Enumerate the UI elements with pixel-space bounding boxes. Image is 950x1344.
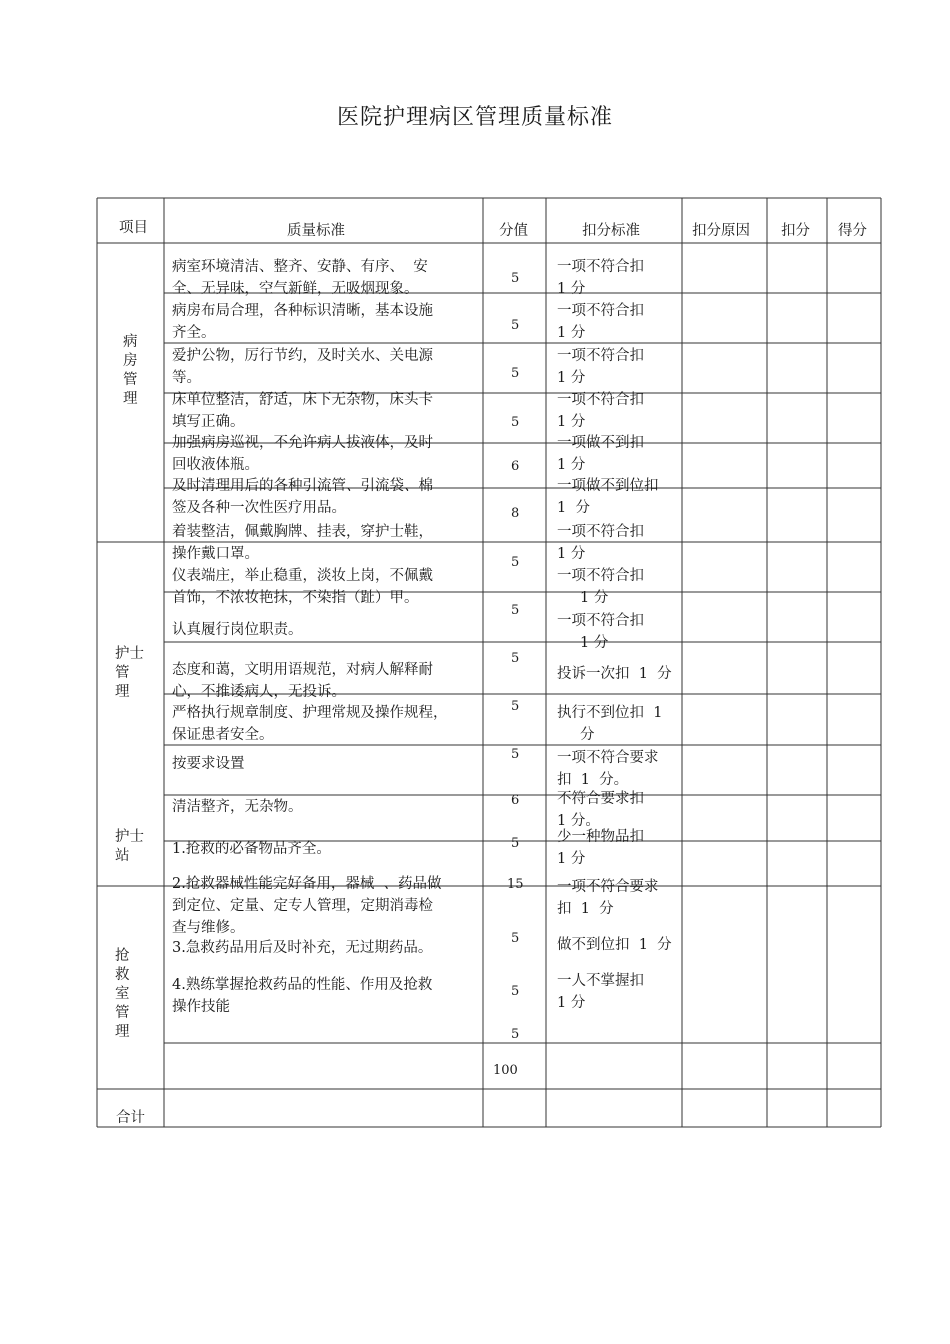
score-3: 5 (511, 366, 520, 381)
score-5: 6 (511, 459, 520, 474)
deduction-2: 一项不符合扣 1 分 (557, 303, 644, 341)
standard-9: 认真履行岗位职责。 (172, 622, 303, 638)
deduction-16: 做不到位扣 1 分 (557, 937, 672, 953)
deduction-12: 一项不符合要求 扣 1 分。 (557, 750, 659, 788)
score-15: 5 (511, 931, 520, 946)
standard-15: 2.抢救器械性能完好备用，器械 、药品做 到定位、定量、定专人管理，定期消毒检 查与维修。 (172, 876, 442, 936)
standard-12: 按要求设置 (172, 756, 245, 772)
score-1: 5 (511, 271, 520, 286)
standard-6: 及时清理用后的各种引流管、引流袋、棉 签及各种一次性医疗用品。 (172, 478, 433, 516)
score-4: 5 (511, 415, 520, 430)
standard-4: 床单位整洁，舒适，床下无杂物，床头卡 填写正确。 (172, 392, 433, 430)
score-9: 5 (511, 651, 520, 666)
score-8: 5 (511, 603, 520, 618)
score-13: 5 (511, 836, 520, 851)
header-item: 项目 (119, 220, 148, 236)
deduction-11: 执行不到位扣 1 分 (557, 705, 663, 743)
page-title: 医院护理病区管理质量标准 (336, 105, 613, 130)
score-17: 5 (511, 1027, 520, 1042)
header-deduct-reason: 扣分原因 (692, 223, 750, 239)
section-rescue: 抢 救 室 管 理 (115, 948, 130, 1040)
header-deduct: 扣分 (781, 223, 810, 239)
header-deduct-standard: 扣分标准 (582, 223, 640, 239)
deduction-14: 少一种物品扣 1 分 (557, 829, 644, 867)
deduction-9: 一项不符合扣 1 分 (557, 613, 644, 651)
deduction-5: 一项做不到扣 1 分 (557, 435, 644, 473)
deduction-6: 一项做不到位扣 1 分 (557, 478, 659, 516)
score-12: 6 (511, 793, 520, 808)
score-14: 15 (507, 877, 524, 892)
deduction-10: 投诉一次扣 1 分 (557, 666, 672, 682)
section-total: 合计 (116, 1110, 145, 1126)
standard-5: 加强病房巡视，不允许病人拔液体，及时 回收液体瓶。 (172, 435, 433, 473)
deduction-3: 一项不符合扣 1 分 (557, 348, 644, 386)
standard-7: 着装整洁，佩戴胸牌、挂表，穿护士鞋， 操作戴口罩。 (172, 524, 433, 562)
section-ward: 病 房 管 理 (123, 334, 138, 407)
score-11: 5 (511, 747, 520, 762)
section-station: 护士 站 (115, 829, 144, 864)
deduction-1: 一项不符合扣 1 分 (557, 259, 644, 297)
header-score: 分值 (499, 223, 528, 239)
standard-13: 清洁整齐，无杂物。 (172, 799, 303, 815)
section-nurse: 护士 管 理 (115, 646, 144, 700)
standard-16: 3.急救药品用后及时补充，无过期药品。 (172, 940, 433, 956)
score-2: 5 (511, 318, 520, 333)
deduction-7: 一项不符合扣 1 分 (557, 524, 644, 562)
deduction-17: 一人不掌握扣 1 分 (557, 973, 644, 1011)
deduction-8: 一项不符合扣 1 分 (557, 568, 644, 606)
header-got: 得分 (838, 223, 867, 239)
standard-10: 态度和蔼，文明用语规范，对病人解释耐 心，不推诿病人，无投诉。 (172, 662, 433, 700)
score-16: 5 (511, 984, 520, 999)
score-total: 100 (493, 1063, 518, 1078)
header-standard: 质量标准 (287, 223, 345, 239)
standard-1: 病室环境清洁、整齐、安静、有序、 安 全、无异味，空气新鲜，无吸烟现象。 (172, 259, 428, 297)
deduction-13: 不符合要求扣 1 分。 (557, 791, 644, 829)
standard-8: 仪表端庄，举止稳重，淡妆上岗，不佩戴 首饰，不浓妆艳抹，不染指（趾）甲。 (172, 568, 433, 606)
score-10: 5 (511, 699, 520, 714)
standard-17: 4.熟练掌握抢救药品的性能、作用及抢救 操作技能 (172, 977, 433, 1015)
standard-3: 爱护公物，厉行节约，及时关水、关电源 等。 (172, 348, 433, 386)
deduction-15: 一项不符合要求 扣 1 分 (557, 879, 659, 917)
standard-11: 严格执行规章制度、护理常规及操作规程， 保证患者安全。 (172, 705, 448, 743)
deduction-4: 一项不符合扣 1 分 (557, 392, 644, 430)
standard-14: 1.抢救的必备物品齐全。 (172, 841, 331, 857)
standard-2: 病房布局合理，各种标识清晰，基本设施 齐全。 (172, 303, 433, 341)
score-7: 5 (511, 555, 520, 570)
score-6: 8 (511, 506, 520, 521)
